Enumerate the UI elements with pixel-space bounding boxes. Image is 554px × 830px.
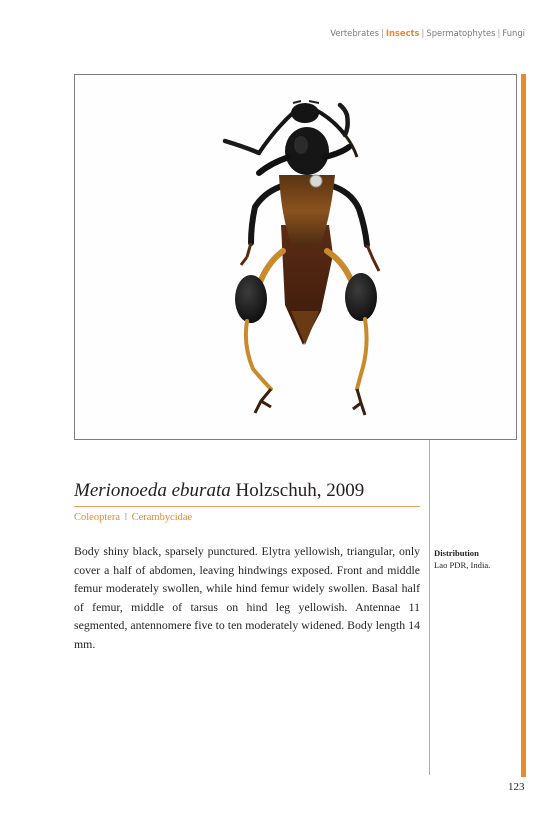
accent-bar: [521, 74, 526, 777]
title-divider: [74, 506, 420, 507]
taxon-separator: I: [124, 512, 128, 523]
nav-item-insects[interactable]: Insects: [385, 28, 420, 38]
nav-separator: |: [497, 28, 501, 38]
section-nav: [330, 28, 525, 38]
specimen-photo: [74, 74, 517, 440]
beetle-specimen-image: [75, 75, 516, 439]
scientific-name: Merionoeda eburata: [74, 480, 231, 501]
nav-item-spermatophytes[interactable]: Spermatophytes: [426, 28, 496, 38]
nav-separator: |: [381, 28, 384, 38]
taxon-order: Coleoptera: [74, 512, 121, 523]
page-number: 123: [508, 781, 525, 793]
distribution-value: Lao PDR, India.: [434, 560, 491, 570]
nav-separator: |: [421, 28, 425, 38]
column-divider: [429, 440, 430, 775]
taxon-family: Cerambycidae: [131, 512, 193, 523]
taxonomy-line: [74, 512, 192, 523]
species-authority: Holzschuh, 2009: [235, 480, 365, 501]
nav-item-fungi[interactable]: Fungi: [502, 28, 525, 38]
species-description: Body shiny black, sparsely punctured. Elytra yellowish, triangular, only cover a half of abdomen, leaving hindwings exposed. Front and middle femur moderately swollen, while hind femur widely swollen. Basal half of femur, middle of tarsus on hind leg yellowish. Antennae 11 segmented, antennomere five to ten moderately widened. Body length 14 mm.: [74, 544, 420, 651]
distribution-label: Distribution: [434, 548, 479, 558]
nav-item-vertebrates[interactable]: Vertebrates: [330, 28, 380, 38]
species-title: [74, 480, 364, 502]
